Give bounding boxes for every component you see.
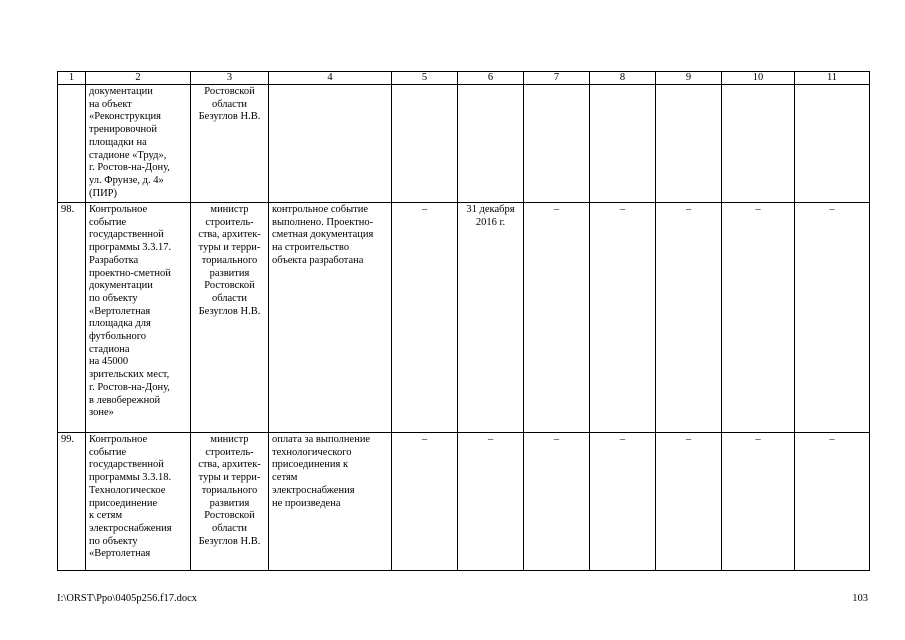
table-row [58,85,870,203]
column-header: 1 [58,72,86,85]
result-cell: контрольное событие выполнено. Проектно- сметная документация на строительство объекта разработана [269,203,392,433]
col6-cell: 31 декабря 2016 г. [458,203,524,433]
responsible-cell: Ростовской области Безуглов Н.В. [191,85,269,203]
col9-cell: – [656,203,722,433]
col11-cell: – [795,433,870,571]
col5-cell: – [392,433,458,571]
col8-cell: – [590,433,656,571]
col10-cell: – [722,203,795,433]
column-header: 4 [269,72,392,85]
col7-cell: – [524,203,590,433]
column-header: 5 [392,72,458,85]
result-cell [269,85,392,203]
row-number: 99. [58,433,86,571]
col7-cell [524,85,590,203]
column-header: 7 [524,72,590,85]
page-number: 103 [852,593,868,604]
col6-cell: – [458,433,524,571]
col6-cell [458,85,524,203]
col10-cell [722,85,795,203]
result-cell: оплата за выполнение технологического присоединения к сетям электроснабжения не произведена [269,433,392,571]
col5-cell [392,85,458,203]
column-header: 10 [722,72,795,85]
file-path-footer: I:\ORST\Ppo\0405p256.f17.docx [57,593,198,604]
report-table [57,71,870,571]
col7-cell: – [524,433,590,571]
event-cell: Контрольное событие государственной программы 3.3.17. Разработка проектно-сметной документации по объекту «Вертолетная площадка для футбольного стадиона на 45000 зрительских мест, г. Ростов-на-Дону, в левобережной зоне» [86,203,191,433]
table-row [58,203,870,433]
col10-cell: – [722,433,795,571]
responsible-cell: министр строитель- ства, архитек- туры и терри- ториального развития Ростовской области Безуглов Н.В. [191,203,269,433]
column-header: 2 [86,72,191,85]
col9-cell [656,85,722,203]
row-number [58,85,86,203]
col8-cell [590,85,656,203]
header-row [58,72,870,85]
row-number: 98. [58,203,86,433]
event-cell: документации на объект «Реконструкция тренировочной площадки на стадионе «Труд», г. Ростов-на-Дону, ул. Фрунзе, д. 4» (ПИР) [86,85,191,203]
column-header: 11 [795,72,870,85]
col8-cell: – [590,203,656,433]
table-row [58,433,870,571]
col11-cell: – [795,203,870,433]
column-header: 9 [656,72,722,85]
col9-cell: – [656,433,722,571]
column-header: 8 [590,72,656,85]
responsible-cell: министр строитель- ства, архитек- туры и терри- ториального развития Ростовской области Безуглов Н.В. [191,433,269,571]
col11-cell [795,85,870,203]
column-header: 3 [191,72,269,85]
event-cell: Контрольное событие государственной программы 3.3.18. Технологическое присоединение к сетям электроснабжения по объекту «Вертолетная [86,433,191,571]
column-header: 6 [458,72,524,85]
col5-cell: – [392,203,458,433]
